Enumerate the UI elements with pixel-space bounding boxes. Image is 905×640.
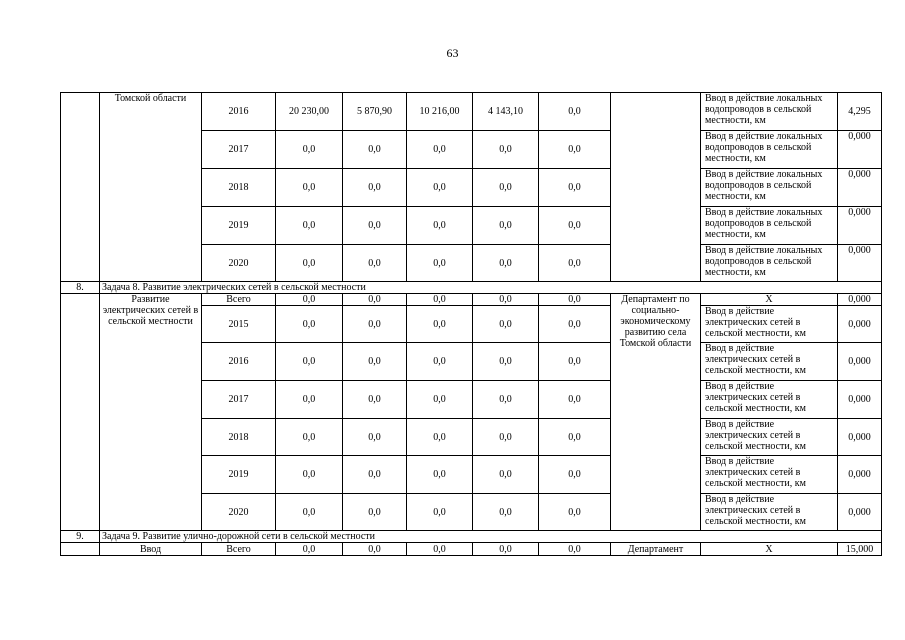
value-cell: 0,0 bbox=[276, 131, 343, 169]
value-cell: 0,0 bbox=[407, 456, 473, 494]
value-cell: 20 230,00 bbox=[276, 93, 343, 131]
indicator-cell: Ввод в действие электрических сетей в сельской местности, км bbox=[701, 494, 838, 531]
total-label-cell: Всего bbox=[202, 543, 276, 556]
value-cell: 0,0 bbox=[539, 343, 611, 381]
value-cell: 0,0 bbox=[539, 93, 611, 131]
value-cell: 0,0 bbox=[343, 419, 407, 456]
value-cell: 0,0 bbox=[473, 306, 539, 343]
year-cell: 2015 bbox=[202, 306, 276, 343]
value-cell: 0,0 bbox=[343, 207, 407, 245]
executor-cell bbox=[611, 93, 701, 282]
row-number-cell bbox=[61, 543, 100, 556]
indicator-value-cell: 4,295 bbox=[838, 93, 882, 131]
indicator-cell: Ввод в действие электрических сетей в сельской местности, км bbox=[701, 343, 838, 381]
value-cell: 0,0 bbox=[343, 306, 407, 343]
value-cell: 0,0 bbox=[473, 245, 539, 282]
indicator-value-cell: 0,000 bbox=[838, 381, 882, 419]
year-cell: 2019 bbox=[202, 456, 276, 494]
indicator-value-cell: 0,000 bbox=[838, 343, 882, 381]
indicator-value-cell: 0,000 bbox=[838, 306, 882, 343]
indicator-cell: Ввод в действие электрических сетей в сельской местности, км bbox=[701, 419, 838, 456]
value-cell: 0,0 bbox=[407, 169, 473, 207]
value-cell: 0,0 bbox=[276, 543, 343, 556]
page-number: 63 bbox=[446, 46, 459, 60]
value-cell: 0,0 bbox=[473, 419, 539, 456]
value-cell: 0,0 bbox=[539, 294, 611, 306]
value-cell: 0,0 bbox=[276, 294, 343, 306]
value-cell: 10 216,00 bbox=[407, 93, 473, 131]
task-number: 9. bbox=[61, 531, 100, 543]
value-cell: 0,0 bbox=[276, 343, 343, 381]
value-cell: 0,0 bbox=[539, 543, 611, 556]
total-label-cell: Всего bbox=[202, 294, 276, 306]
value-cell: 0,0 bbox=[276, 245, 343, 282]
value-cell: 0,0 bbox=[539, 169, 611, 207]
indicator-cell: Ввод в действие электрических сетей в сельской местности, км bbox=[701, 456, 838, 494]
value-cell: 0,0 bbox=[407, 494, 473, 531]
value-cell: 0,0 bbox=[343, 169, 407, 207]
year-cell: 2019 bbox=[202, 207, 276, 245]
measure-name-cell: Ввод bbox=[100, 543, 202, 556]
indicator-cell: Ввод в действие локальных водопроводов в сельской местности, км bbox=[701, 93, 838, 131]
value-cell: 0,0 bbox=[539, 306, 611, 343]
indicator-cell: Ввод в действие локальных водопроводов в сельской местности, км bbox=[701, 245, 838, 282]
value-cell: 0,0 bbox=[539, 456, 611, 494]
value-cell: 0,0 bbox=[473, 543, 539, 556]
indicator-cell: Ввод в действие локальных водопроводов в сельской местности, км bbox=[701, 131, 838, 169]
value-cell: 0,0 bbox=[343, 456, 407, 494]
value-cell: 0,0 bbox=[407, 245, 473, 282]
task-title: Задача 9. Развитие улично-дорожной сети в сельской местности bbox=[100, 531, 882, 543]
value-cell: 0,0 bbox=[407, 131, 473, 169]
value-cell: 4 143,10 bbox=[473, 93, 539, 131]
value-cell: 0,0 bbox=[276, 306, 343, 343]
value-cell: 0,0 bbox=[539, 381, 611, 419]
value-cell: 0,0 bbox=[407, 294, 473, 306]
value-cell: 0,0 bbox=[473, 494, 539, 531]
value-cell: 0,0 bbox=[473, 456, 539, 494]
task-row bbox=[61, 282, 882, 294]
value-cell: 0,0 bbox=[539, 207, 611, 245]
value-cell: 0,0 bbox=[343, 294, 407, 306]
value-cell: 0,0 bbox=[276, 456, 343, 494]
indicator-value-cell: 0,000 bbox=[838, 207, 882, 245]
indicator-cell: Х bbox=[701, 543, 838, 556]
indicator-value-cell: 0,000 bbox=[838, 169, 882, 207]
value-cell: 0,0 bbox=[276, 381, 343, 419]
task-title: Задача 8. Развитие электрических сетей в сельской местности bbox=[100, 282, 882, 294]
table-row bbox=[61, 543, 882, 556]
indicator-cell: Ввод в действие локальных водопроводов в сельской местности, км bbox=[701, 207, 838, 245]
value-cell: 0,0 bbox=[343, 543, 407, 556]
year-cell: 2016 bbox=[202, 343, 276, 381]
value-cell: 0,0 bbox=[407, 381, 473, 419]
indicator-cell: Ввод в действие электрических сетей в сельской местности, км bbox=[701, 306, 838, 343]
year-cell: 2018 bbox=[202, 419, 276, 456]
indicator-value-cell: 0,000 bbox=[838, 294, 882, 306]
value-cell: 0,0 bbox=[473, 131, 539, 169]
indicator-value-cell: 0,000 bbox=[838, 131, 882, 169]
value-cell: 0,0 bbox=[407, 306, 473, 343]
year-cell: 2018 bbox=[202, 169, 276, 207]
indicator-cell: Ввод в действие электрических сетей в сельской местности, км bbox=[701, 381, 838, 419]
program-table bbox=[60, 92, 882, 556]
value-cell: 0,0 bbox=[473, 343, 539, 381]
year-cell: 2016 bbox=[202, 93, 276, 131]
value-cell: 0,0 bbox=[276, 207, 343, 245]
value-cell: 0,0 bbox=[343, 381, 407, 419]
value-cell: 0,0 bbox=[407, 419, 473, 456]
value-cell: 0,0 bbox=[407, 207, 473, 245]
value-cell: 5 870,90 bbox=[343, 93, 407, 131]
measure-name-cell: Развитие электрических сетей в сельской местности bbox=[100, 294, 202, 531]
indicator-value-cell: 0,000 bbox=[838, 494, 882, 531]
task-row bbox=[61, 531, 882, 543]
row-number-cell bbox=[61, 93, 100, 282]
value-cell: 0,0 bbox=[539, 419, 611, 456]
value-cell: 0,0 bbox=[276, 494, 343, 531]
value-cell: 0,0 bbox=[539, 494, 611, 531]
value-cell: 0,0 bbox=[343, 131, 407, 169]
value-cell: 0,0 bbox=[407, 343, 473, 381]
value-cell: 0,0 bbox=[343, 494, 407, 531]
value-cell: 0,0 bbox=[343, 245, 407, 282]
value-cell: 0,0 bbox=[539, 245, 611, 282]
value-cell: 0,0 bbox=[473, 294, 539, 306]
value-cell: 0,0 bbox=[276, 169, 343, 207]
value-cell: 0,0 bbox=[343, 343, 407, 381]
indicator-value-cell: 0,000 bbox=[838, 245, 882, 282]
indicator-cell: Х bbox=[701, 294, 838, 306]
indicator-value-cell: 0,000 bbox=[838, 456, 882, 494]
task-number: 8. bbox=[61, 282, 100, 294]
value-cell: 0,0 bbox=[473, 207, 539, 245]
year-cell: 2020 bbox=[202, 245, 276, 282]
indicator-value-cell: 0,000 bbox=[838, 419, 882, 456]
value-cell: 0,0 bbox=[473, 169, 539, 207]
indicator-value-cell: 15,000 bbox=[838, 543, 882, 556]
value-cell: 0,0 bbox=[539, 131, 611, 169]
year-cell: 2017 bbox=[202, 131, 276, 169]
value-cell: 0,0 bbox=[276, 419, 343, 456]
table-row bbox=[61, 294, 882, 306]
year-cell: 2017 bbox=[202, 381, 276, 419]
indicator-cell: Ввод в действие локальных водопроводов в сельской местности, км bbox=[701, 169, 838, 207]
value-cell: 0,0 bbox=[407, 543, 473, 556]
executor-cell: Департамент по социально-экономическому развитию села Томской области bbox=[611, 294, 701, 531]
executor-cell: Департамент bbox=[611, 543, 701, 556]
row-number-cell bbox=[61, 294, 100, 531]
year-cell: 2020 bbox=[202, 494, 276, 531]
measure-name-cell: Томской области bbox=[100, 93, 202, 282]
value-cell: 0,0 bbox=[473, 381, 539, 419]
table-row bbox=[61, 93, 882, 131]
